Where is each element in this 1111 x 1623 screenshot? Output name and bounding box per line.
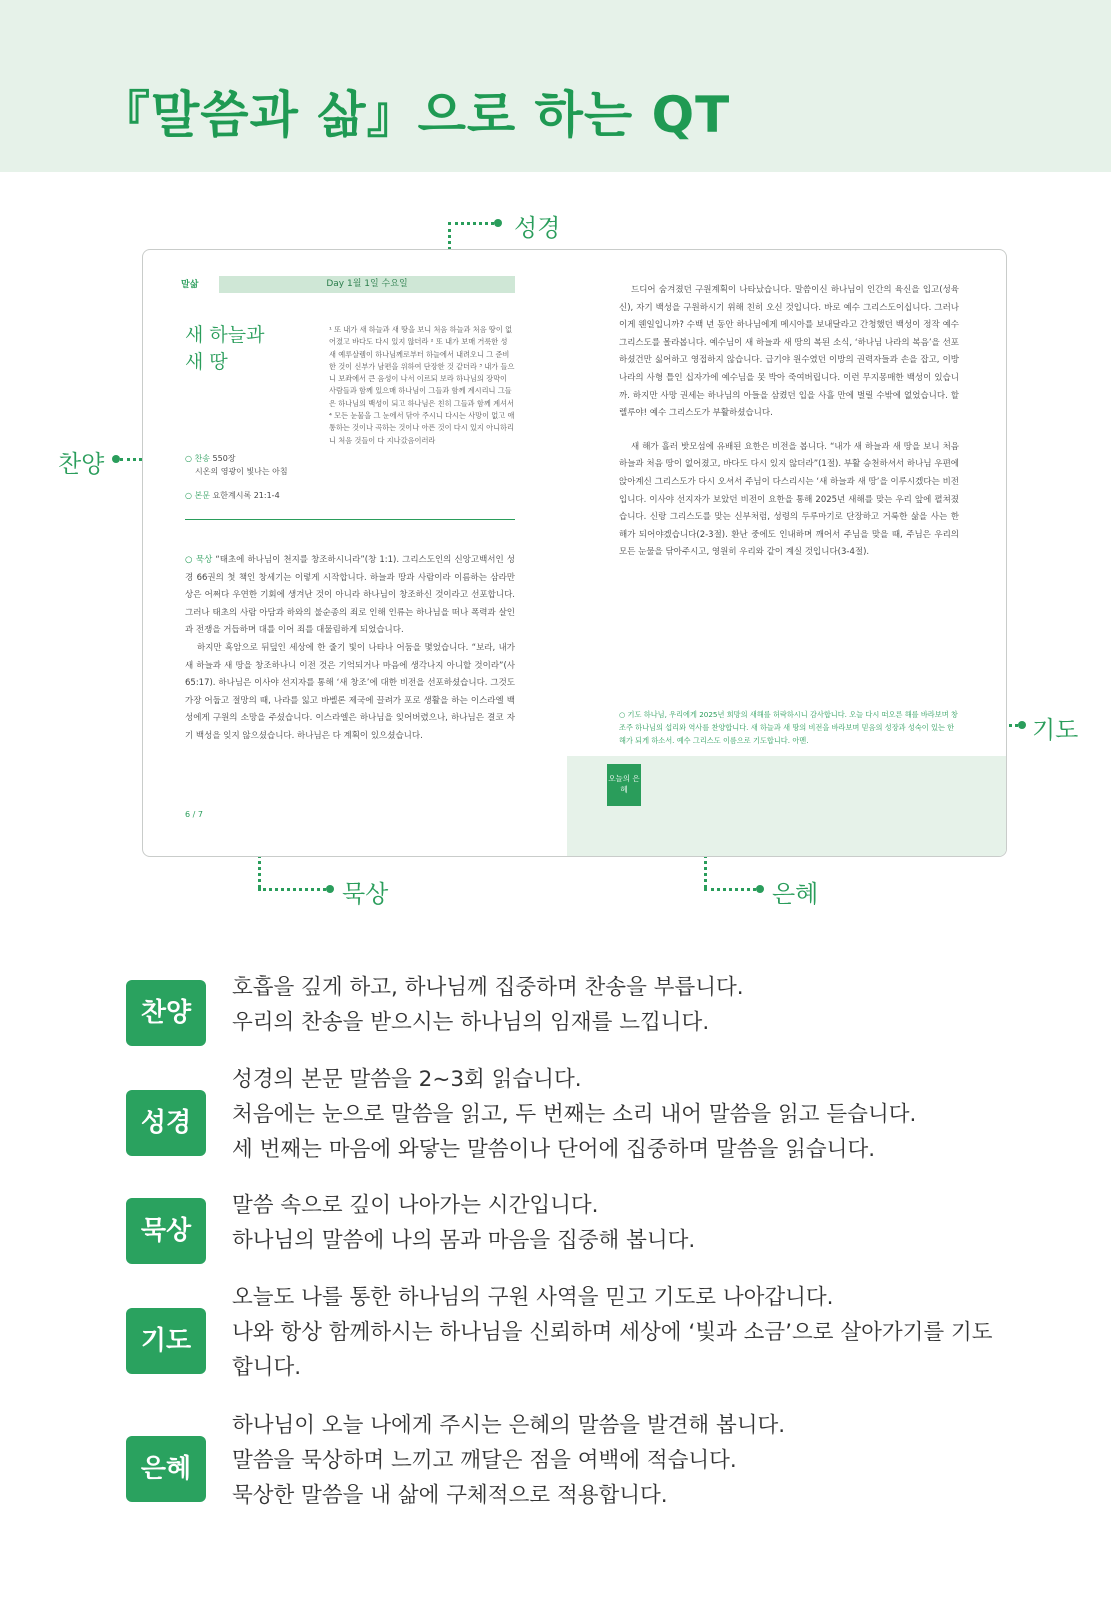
step-line: 우리의 찬송을 받으시는 하나님의 임재를 느낍니다. (232, 1010, 710, 1035)
step-text (232, 1280, 992, 1385)
callout-grace-line-h (704, 888, 756, 891)
sample-title-line2: 새 땅 (185, 351, 228, 373)
right-paragraph-1: 드디어 숨겨졌던 구원계획이 나타났습니다. 말씀이신 하나님이 인간의 육신을 입고(성육신), 자기 백성을 구원하시기 위해 친히 오신 것입니다. 바로 예수 그리스도이십니다. 그러나 이게 웬일입니까? 수백 년 동안 하나님에게 메시아를 보내달라고 간청했던 백성이 정작 예수 그리스도를 몰라봅니다. 예수님이 새 하늘과 새 땅의 복된 소식, ‘하나님 나라의 복음’을 선포하셨건만 싫어하고 영접하지 않습니다. 급기야 원수였던 이방의 권력자들과 손을 잡고, 이방 나라의 사형 틀인 십자가에 예수님을 못 박아 죽여버립니다. 이런 무지몽매한 백성이 있습니까. 하지만 사망 권세는 하나님의 아들을 삼켰던 입을 사흘 만에 벌릴 수밖에 없었습니다. 할렐루야! 예수 그리스도가 부활하셨습니다. (619, 285, 959, 419)
grace-tag: 오늘의 은혜 (607, 764, 641, 806)
callout-prayer: 기도 (1032, 716, 1079, 744)
sample-title-line1: 새 하늘과 (185, 324, 265, 346)
text-ref: 요한계시록 21:1-4 (212, 491, 280, 500)
step-text (232, 970, 992, 1040)
page-title: 『말씀과 삶』으로 하는 QT (100, 86, 731, 144)
sample-page (142, 249, 1007, 857)
step-line: 묵상한 말씀을 내 삶에 구체적으로 적용합니다. (232, 1483, 668, 1508)
callout-meditation-dot (326, 885, 334, 893)
right-paragraph-2: 새 해가 흘러 밧모섬에 유배된 요한은 비전을 봅니다. “내가 새 하늘과 새 땅을 보니 처음 하늘과 처음 땅이 없어졌고, 바다도 다시 있지 않더라”(1절). 부활 승천하셔서 하나님 우편에 앉아계신 그리스도가 다시 오셔서 주님이 다스리시는 ‘새 하늘과 새 땅’을 이루시겠다는 비전입니다. 이사야 선지자가 보았던 비전이 요한을 통해 2025년 새해를 맞는 우리 앞에 펼쳐졌습니다. 신랑 그리스도를 맞는 신부처럼, 성령의 두루마기로 단장하고 거룩한 삶을 사는 한 해가 되어야겠습니다(2-3절). 환난 중에도 인내하며 깨어서 주님을 맞을 때, 주님은 우리의 모든 눈물을 닦아주시고, 영원히 우리와 같이 계실 것입니다(3-4절). (619, 441, 959, 558)
text-reference (185, 490, 385, 501)
step-badge: 성경 (126, 1090, 206, 1156)
step-text (232, 1188, 992, 1258)
step-line: 말씀 속으로 깊이 나아가는 시간입니다. (232, 1193, 599, 1218)
divider (185, 519, 515, 520)
text-label: ○ 본문 (185, 491, 210, 500)
prayer-section (619, 708, 959, 747)
step-line: 하나님의 말씀에 나의 몸과 마음을 집중해 봅니다. (232, 1228, 696, 1253)
step-line: 처음에는 눈으로 말씀을 읽고, 두 번째는 소리 내어 말씀을 읽고 듣습니다. (232, 1102, 917, 1127)
callout-bible: 성경 (514, 214, 561, 242)
callout-praise: 찬양 (58, 450, 105, 478)
sample-title (185, 322, 315, 376)
step-line: 합니다. (232, 1355, 302, 1380)
callout-bible-line-h (448, 222, 494, 225)
step-line: 세 번째는 마음에 와닿는 말씀이나 단어에 집중하며 말씀을 읽습니다. (232, 1137, 876, 1162)
step-badge: 묵상 (126, 1198, 206, 1264)
prayer-label: ○ 기도 (619, 710, 642, 719)
hymn-title: 시온의 영광이 빛나는 아침 (195, 467, 288, 476)
callout-grace: 은혜 (772, 880, 819, 908)
step-line: 호흡을 깊게 하고, 하나님께 집중하며 찬송을 부릅니다. (232, 975, 744, 1000)
step-badge: 기도 (126, 1308, 206, 1374)
scripture-text: ¹ 또 내가 새 하늘과 새 땅을 보니 처음 하늘과 처음 땅이 없어졌고 바다도 다시 있지 않더라 ² 또 내가 보매 거룩한 성 새 예루살렘이 하나님께로부터 하늘에서 내려오니 그 준비한 것이 신부가 남편을 위하여 단장한 것 같더라 ³ 내가 들으니 보좌에서 큰 음성이 나서 이르되 보라 하나님의 장막이 사람들과 함께 있으매 하나님이 그들과 함께 계시리니 그들은 하나님의 백성이 되고 하나님은 친히 그들과 함께 계셔서 ⁴ 모든 눈물을 그 눈에서 닦아 주시니 다시는 사망이 없고 애통하는 것이나 곡하는 것이나 아픈 것이 다시 있지 아니하리니 처음 것들이 다 지나갔음이러라 (329, 325, 515, 445)
meditation-paragraph-2: 하지만 혹암으로 뒤덮인 세상에 한 줄기 빛이 나타나 어둠을 몇었습니다. “보라, 내가 새 하늘과 새 땅을 창조하나니 이전 것은 기억되거나 마음에 생각나지 아니할 것이라”(사 65:17). 하나님은 이사야 선지자를 통해 ‘새 창조’에 대한 비전을 선포하셨습니다. 그것도 가장 어둡고 절망의 때, 나라를 잃고 바벨론 제국에 끌려가 포로 생활을 하는 이스라엘 백성에게 구원의 소망을 주셨습니다. 이스라엘은 하나님을 잊어버렸으나, 하나님은 결코 자기 백성을 잊지 않으셨습니다. 하나님은 다 계획이 있으셨습니다. (185, 642, 515, 741)
brand-logo: 말삶 (181, 280, 199, 290)
step-badge: 은혜 (126, 1436, 206, 1502)
meditation-paragraph-1: “태초에 하나님이 천지를 창조하시니라”(창 1:1). 그리스도인의 신앙고백서인 성경 66권의 첫 책인 창세기는 이렇게 시작합니다. 하늘과 땅과 사람이라 이름하는 삼라만상은 어쩌다 우연한 기회에 생겨난 것이 아니라 하나님이 창조하신 것이라고 선포합니다. 그러나 태초의 사람 아담과 하와의 불순종의 죄로 인해 인류는 하나님을 떠나 폭력과 살인과 전쟁을 거듭하며 대를 이어 죄를 대물림하게 되었습니다. (185, 555, 515, 636)
step-text (232, 1408, 992, 1513)
callout-meditation-line-h (258, 888, 326, 891)
hymn-label: ○ 찬송 (185, 454, 210, 463)
callout-grace-dot (756, 885, 764, 893)
right-column (619, 282, 959, 578)
step-line: 하나님이 오늘 나에게 주시는 은혜의 말씀을 발견해 봅니다. (232, 1413, 786, 1438)
callout-praise-dot (112, 455, 120, 463)
step-line: 말씀을 묵상하며 느끼고 깨달은 점을 여백에 적습니다. (232, 1448, 737, 1473)
callout-prayer-dot (1018, 721, 1026, 729)
hymn-info (185, 452, 325, 478)
step-text (232, 1062, 992, 1167)
prayer-text: 하나님, 우리에게 2025년 희망의 새해를 허락하시니 감사합니다. 오늘 다시 떠오른 해를 바라보며 창조주 하나님의 섭리와 역사를 찬양합니다. 새 하늘과 새 땅의 비전을 바라보며 믿음의 성장과 성숙이 있는 한 해가 되게 하소서. 예수 그리스도 이름으로 기도합니다. 아멘. (619, 710, 958, 745)
step-badge: 찬양 (126, 980, 206, 1046)
meditation-section (185, 552, 515, 746)
callout-meditation: 묵상 (342, 880, 389, 908)
meditation-label: ○ 묵상 (185, 555, 213, 565)
day-bar: Day 1월 1일 수요일 (219, 276, 515, 293)
step-line: 성경의 본문 말씀을 2~3회 읽습니다. (232, 1067, 582, 1092)
hymn-number: 550장 (212, 454, 236, 463)
callout-bible-dot (494, 219, 502, 227)
step-line: 오늘도 나를 통한 하나님의 구원 사역을 믿고 기도로 나아갑니다. (232, 1285, 834, 1310)
page-number: 6 / 7 (185, 810, 203, 819)
header-band (0, 0, 1111, 172)
step-line: 나와 항상 함께하시는 하나님을 신뢰하며 세상에 ‘빛과 소금’으로 살아가기를 기도 (232, 1320, 993, 1345)
